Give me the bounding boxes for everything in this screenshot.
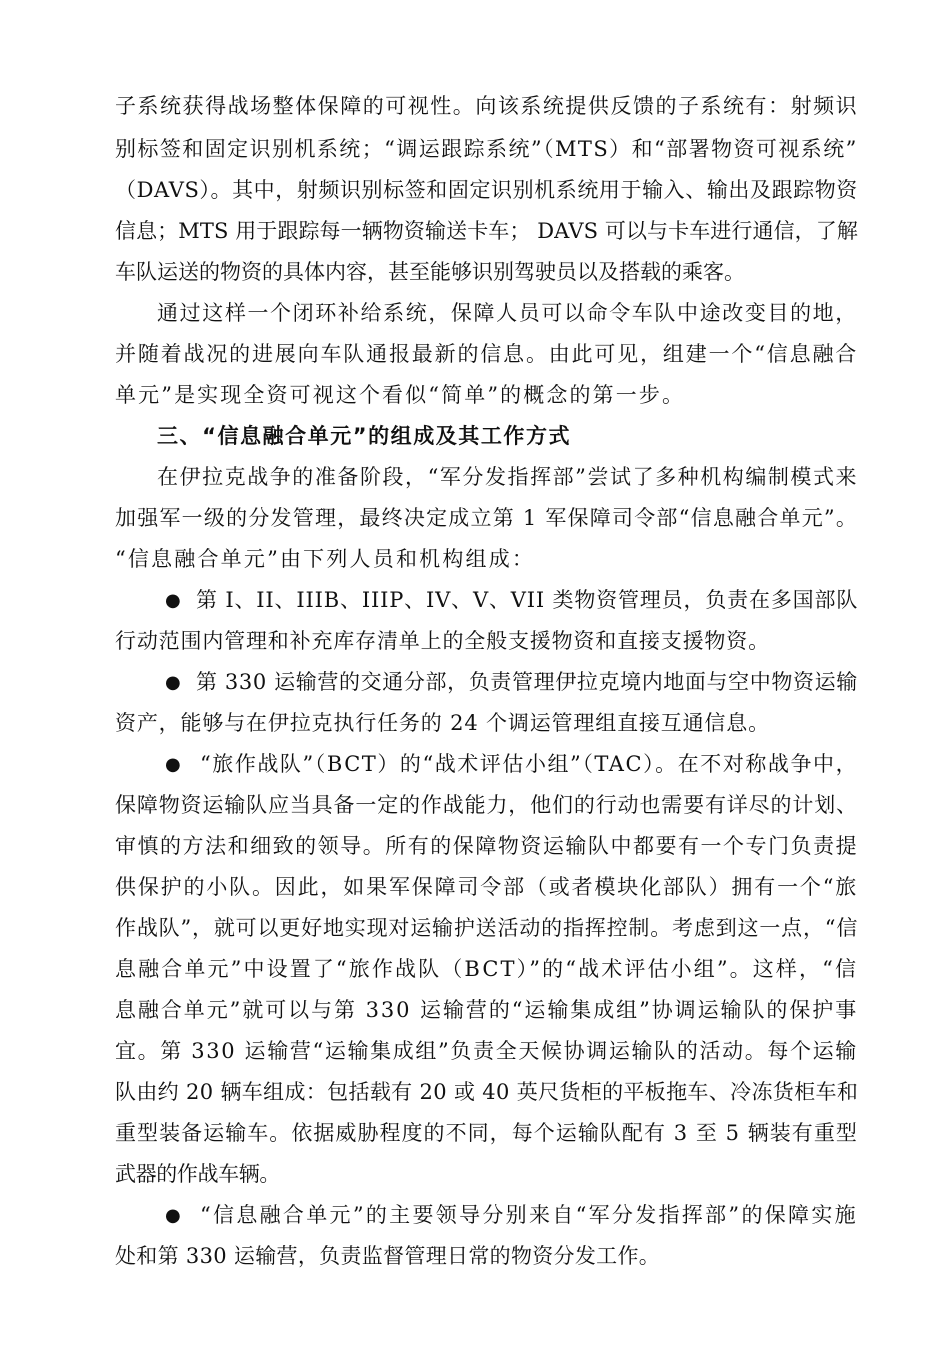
text-line-content: 队由约 20 辆车组成：包括载有 20 或 40 英尺货柜的平板拖车、冷冻货柜车和 (115, 1080, 859, 1104)
text-line (0, 703, 950, 744)
text-line (0, 86, 950, 127)
text-line-content: 息融合单元”就可以与第 330 运输营的“运输集成组”协调运输队的保护事 (115, 998, 859, 1022)
text-line (0, 949, 950, 990)
text-line-content: 武器的作战车辆。 (115, 1162, 280, 1186)
bullet-icon: ● (165, 590, 181, 611)
text-line-content: 子系统获得战场整体保障的可视性。向该系统提供反馈的子系统有：射频识 (115, 94, 859, 118)
bullet-icon: ● (165, 672, 181, 693)
text-line-content: “信息融合单元”由下列人员和机构组成： (115, 547, 536, 571)
bullet-icon: ● (165, 1205, 181, 1226)
text-line-content: 单元”是实现全资可视这个看似“简单”的概念的第一步。 (115, 383, 686, 407)
text-line (0, 498, 950, 539)
text-line (0, 170, 950, 211)
text-line (0, 252, 950, 293)
text-line (0, 908, 950, 949)
text-line (0, 1154, 950, 1195)
text-line-content: 别标签和固定识别机系统；“调运跟踪系统”（MTS）和“部署物资可视系统” (115, 137, 858, 161)
text-line (0, 867, 950, 908)
text-line-content: 第 I、II、IIIB、IIIP、IV、V、VII 类物资管理员，负责在多国部队 (196, 588, 859, 612)
text-line (0, 1113, 950, 1154)
text-line (0, 826, 950, 867)
text-line (0, 1072, 950, 1113)
section-heading-text: 三、“信息融合单元”的组成及其工作方式 (157, 424, 572, 448)
text-line-content: 在伊拉克战争的准备阶段，“军分发指挥部”尝试了多种机构编制模式来 (157, 465, 859, 489)
bullet-item (0, 1195, 950, 1236)
text-line (0, 990, 950, 1031)
text-line-content: 并随着战况的进展向车队通报最新的信息。由此可见，组建一个“信息融合 (115, 342, 859, 366)
text-line-content: 行动范围内管理和补充库存清单上的全般支援物资和直接支援物资。 (115, 629, 770, 653)
text-line-content: 车队运送的物资的具体内容，甚至能够识别驾驶员以及搭载的乘客。 (115, 260, 745, 284)
text-line (0, 211, 950, 252)
text-line (0, 785, 950, 826)
text-line-content: 重型装备运输车。依据威胁程度的不同，每个运输队配有 3 至 5 辆装有重型 (115, 1121, 858, 1145)
text-line (0, 539, 950, 580)
text-line-content: 供保护的小队。因此，如果军保障司令部（或者模块化部队）拥有一个“旅 (115, 875, 859, 899)
text-line-content: 息融合单元”中设置了“旅作战队（BCT）”的“战术评估小组”。这样，“信 (115, 957, 859, 981)
paragraph-start (0, 457, 950, 498)
text-line-content: “旅作战队”（BCT）的“战术评估小组”（TAC）。在不对称战争中， (200, 752, 859, 776)
text-line-content: 作战队”，就可以更好地实现对运输护送活动的指挥控制。考虑到这一点，“信 (115, 916, 859, 940)
text-line (0, 1236, 950, 1277)
text-line (0, 1031, 950, 1072)
text-line-content: 保障物资运输队应当具备一定的作战能力，他们的行动也需要有详尽的计划、 (115, 793, 858, 817)
text-line (0, 129, 950, 170)
text-line-content: 信息；MTS 用于跟踪每一辆物资输送卡车； DAVS 可以与卡车进行通信，了解 (115, 219, 858, 243)
text-line (0, 621, 950, 662)
text-line (0, 334, 950, 375)
text-line-content: 审慎的方法和细致的领导。所有的保障物资运输队中都要有一个专门负责提 (115, 834, 859, 858)
bullet-item (0, 580, 950, 621)
paragraph-start (0, 293, 950, 334)
text-line-content: 资产，能够与在伊拉克执行任务的 24 个调运管理组直接互通信息。 (115, 711, 770, 735)
bullet-item (0, 744, 950, 785)
text-line-content: “信息融合单元”的主要领导分别来自“军分发指挥部”的保障实施 (200, 1203, 858, 1227)
text-line-content: （DAVS）。其中，射频识别标签和固定识别机系统用于输入、输出及跟踪物资 (115, 178, 858, 202)
text-line-content: 通过这样一个闭环补给系统，保障人员可以命令车队中途改变目的地， (157, 301, 858, 325)
text-line-content: 宜。第 330 运输营“运输集成组”负责全天候协调运输队的活动。每个运输 (115, 1039, 858, 1063)
section-heading (0, 416, 950, 457)
text-line-content: 处和第 330 运输营，负责监督管理日常的物资分发工作。 (115, 1244, 661, 1268)
bullet-icon: ● (165, 754, 181, 775)
text-line (0, 375, 950, 416)
bullet-item (0, 662, 950, 703)
text-line-content: 第 330 运输营的交通分部，负责管理伊拉克境内地面与空中物资运输 (196, 670, 858, 694)
text-line-content: 加强军一级的分发管理，最终决定成立第 1 军保障司令部“信息融合单元”。 (115, 506, 859, 530)
